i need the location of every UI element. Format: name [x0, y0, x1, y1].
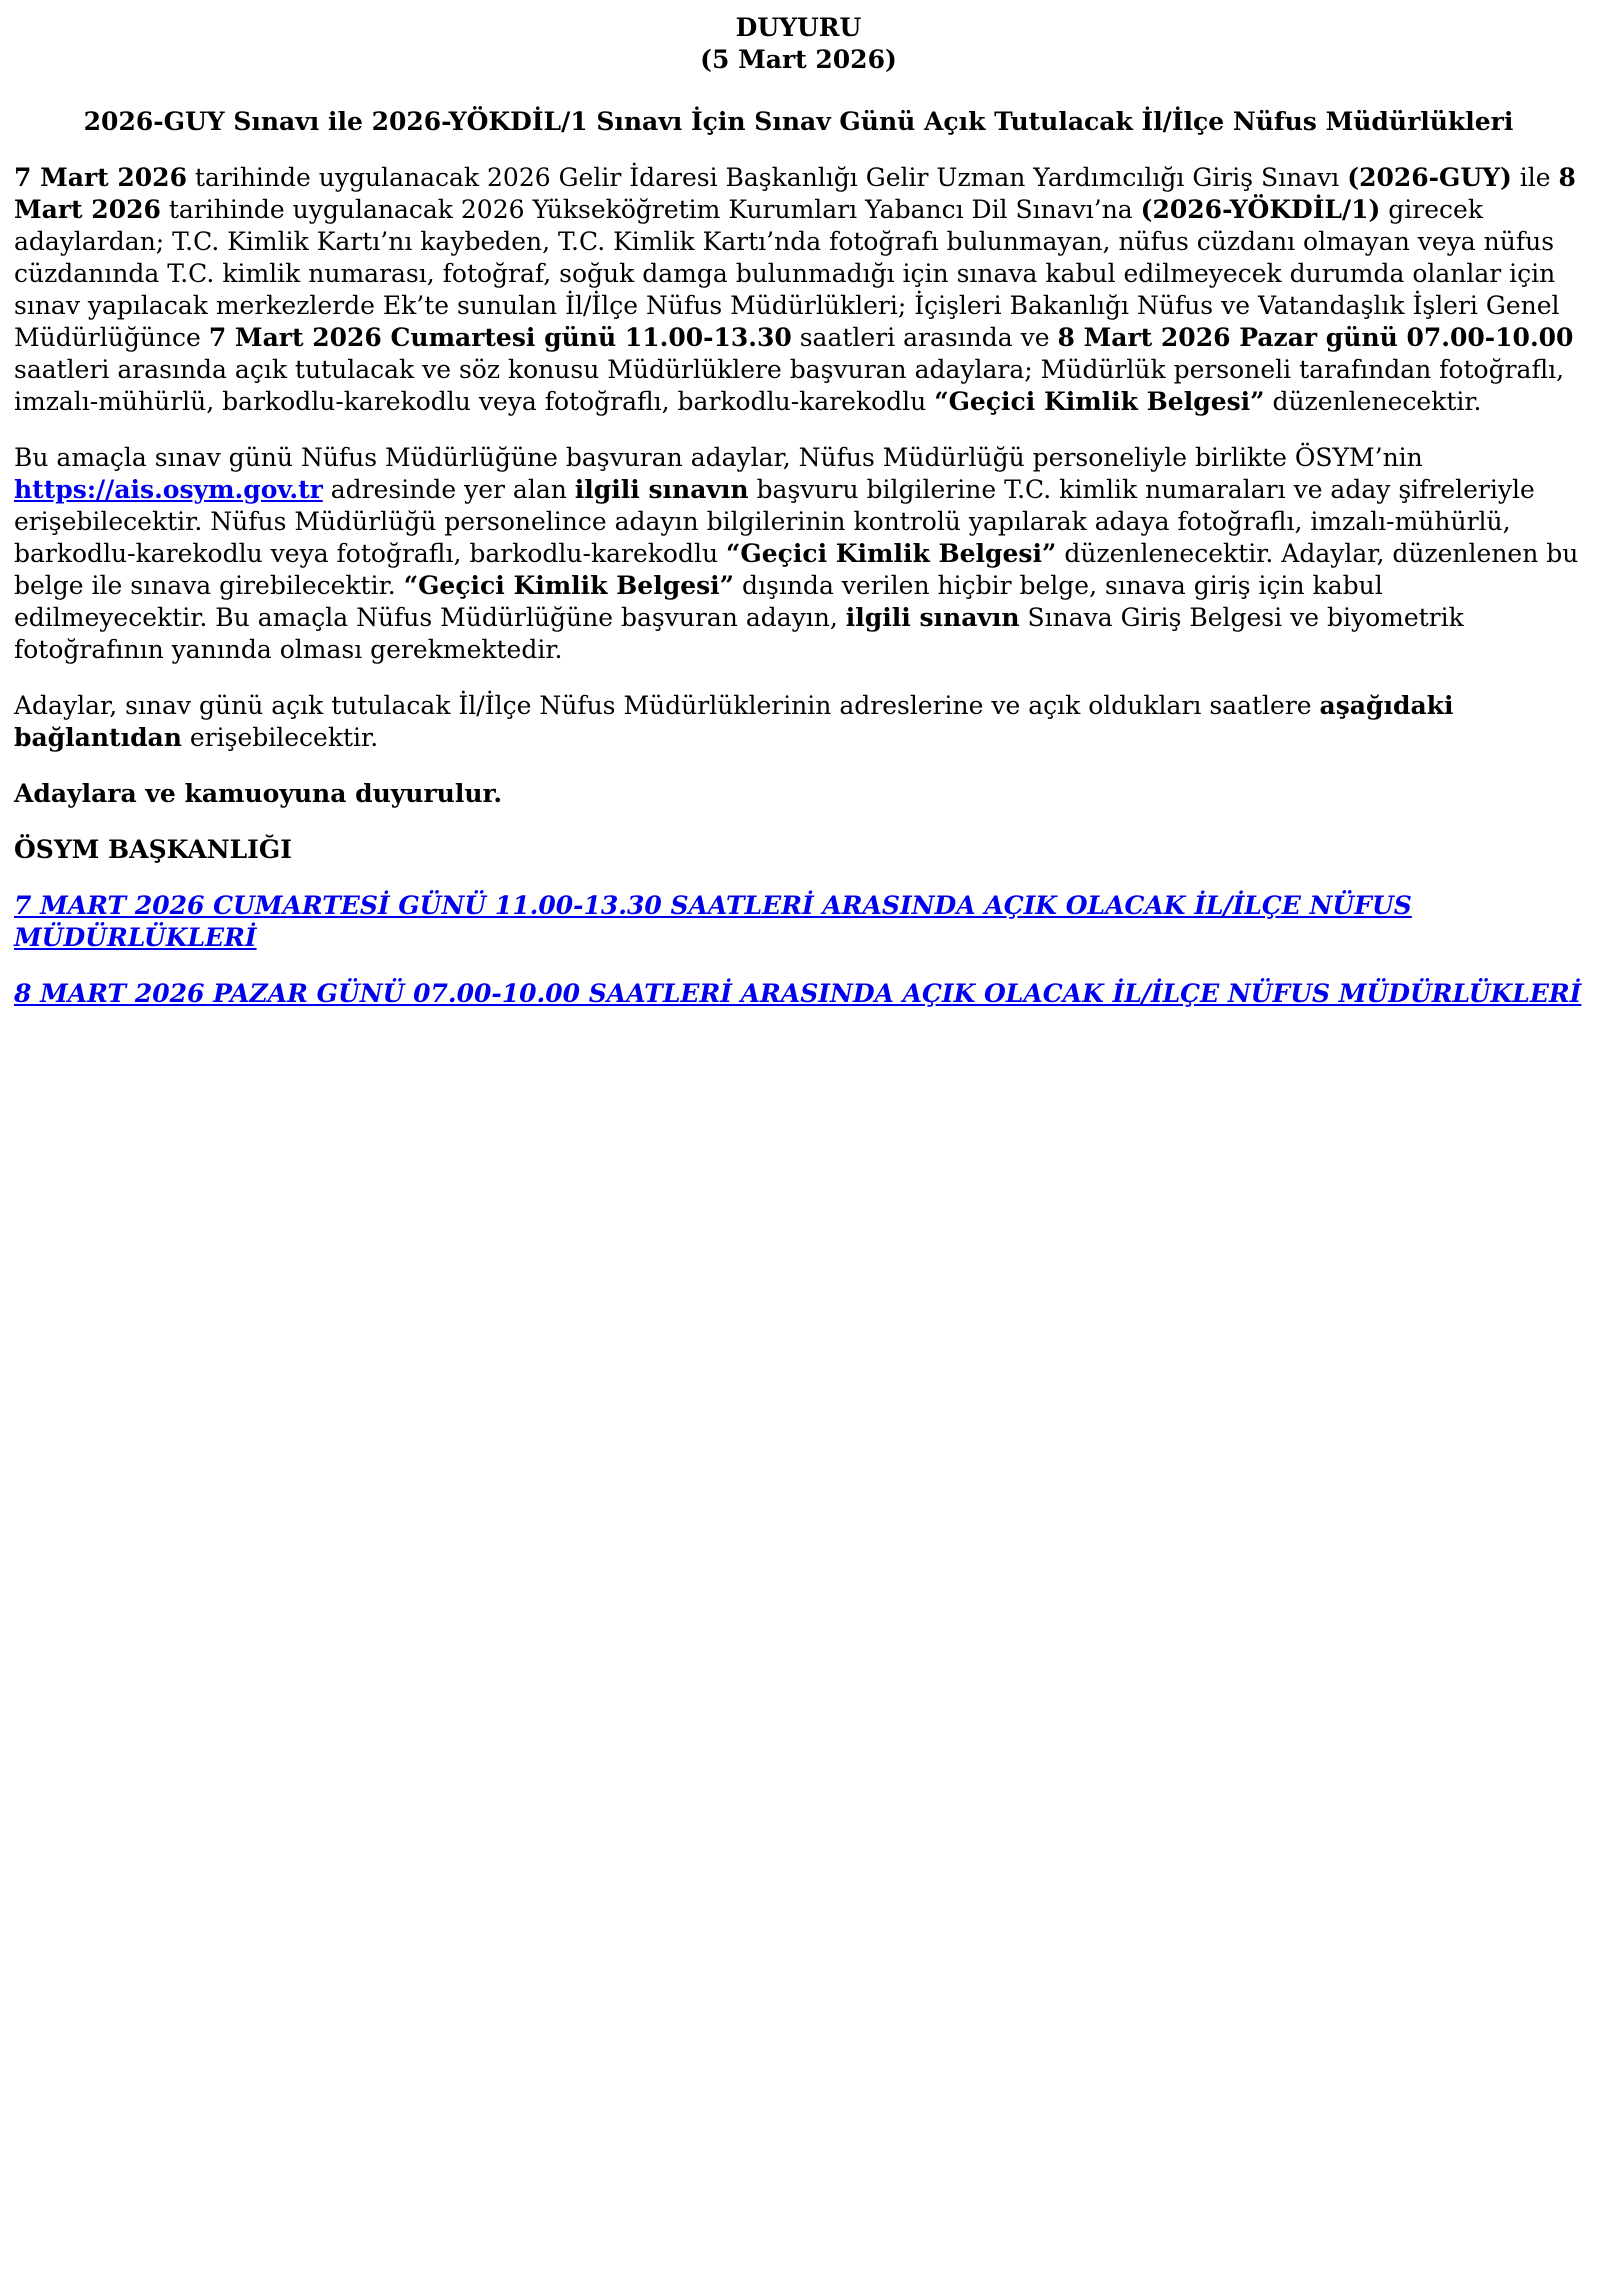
closing-statement: Adaylara ve kamuoyuna duyurulur.: [14, 779, 503, 808]
title-block: [14, 12, 1583, 76]
link-paragraph-saturday: [14, 890, 1583, 954]
exam-date-guy: 7 Mart 2026: [14, 163, 187, 192]
announcement-page: [0, 0, 1597, 1010]
saturday-hours: 7 Mart 2026 Cumartesi günü 11.00-13.30: [208, 323, 792, 352]
paragraph-addresses: Adaylar, sınav günü açık tutulacak İl/İlçe Nüfus Müdürlüklerinin adreslerine ve açık oldukları saatlere aşağıdaki bağlantıdan erişebilecektir.: [14, 691, 1454, 752]
exam-code-guy: (2026-GUY): [1347, 163, 1512, 192]
page-title: DUYURU: [735, 13, 862, 42]
link-paragraph-sunday: [14, 978, 1583, 1010]
exam-code-yokdil: (2026-YÖKDİL/1): [1140, 195, 1381, 224]
ais-link[interactable]: https://ais.osym.gov.tr: [14, 475, 323, 504]
paragraph-exam-dates: 7 Mart 2026 tarihinde uygulanacak 2026 Gelir İdaresi Başkanlığı Gelir Uzman Yardımcılığı Giriş Sınavı (2026-GUY) ile 8 Mart 2026 tarihinde uygulanacak 2026 Yükseköğretim Kurumları Yabancı Dil Sınavı’na (2026-YÖKDİL/1) girecek adaylardan; T.C. Kimlik Kartı’nı kaybeden, T.C. Kimlik Kartı’nda fotoğrafı bulunmayan, nüfus cüzdanı olmayan veya nüfus cüzdanında T.C. kimlik numarası, fotoğraf, soğuk damga bulunmadığı için sınava kabul edilmeyecek durumda olanlar için sınav yapılacak merkezlerde Ek’te sunulan İl/İlçe Nüfus Müdürlükleri; İçişleri Bakanlığı Nüfus ve Vatandaşlık İşleri Genel Müdürlüğünce 7 Mart 2026 Cumartesi günü 11.00-13.30 saatleri arasında ve 8 Mart 2026 Pazar günü 07.00-10.00 saatleri arasında açık tutulacak ve söz konusu Müdürlüklere başvuran adaylara; Müdürlük personeli tarafından fotoğraflı, imzalı-mühürlü, barkodlu-karekodlu veya fotoğraflı, barkodlu-karekodlu “Geçici Kimlik Belgesi” düzenlenecektir.: [14, 163, 1576, 416]
exam-date-yokdil: 8 Mart 2026: [14, 163, 1576, 224]
signature: ÖSYM BAŞKANLIĞI: [14, 835, 292, 864]
temporary-id-term: “Geçici Kimlik Belgesi”: [934, 387, 1265, 416]
saturday-offices-link[interactable]: 7 MART 2026 CUMARTESİ GÜNÜ 11.00-13.30 SAATLERİ ARASINDA AÇIK OLACAK İL/İLÇE NÜFUS MÜDÜRLÜKLERİ: [14, 891, 1412, 952]
sunday-offices-link[interactable]: 8 MART 2026 PAZAR GÜNÜ 07.00-10.00 SAATLERİ ARASINDA AÇIK OLACAK İL/İLÇE NÜFUS MÜDÜRLÜKLERİ: [14, 979, 1582, 1008]
paragraph-procedure: Bu amaçla sınav günü Nüfus Müdürlüğüne başvuran adaylar, Nüfus Müdürlüğü personeliyle birlikte ÖSYM’nin https://ais.osym.gov.tr adresinde yer alan ilgili sınavın başvuru bilgilerine T.C. kimlik numaraları ve aday şifreleriyle erişebilecektir. Nüfus Müdürlüğü personelince adayın bilgilerinin kontrolü yapılarak adaya fotoğraflı, imzalı-mühürlü, barkodlu-karekodlu veya fotoğraflı, barkodlu-karekodlu “Geçici Kimlik Belgesi” düzenlenecektir. Adaylar, düzenlenen bu belge ile sınava girebilecektir. “Geçici Kimlik Belgesi” dışında verilen hiçbir belge, sınava giriş için kabul edilmeyecektir. Bu amaçla Nüfus Müdürlüğüne başvuran adayın, ilgili sınavın Sınava Giriş Belgesi ve biyometrik fotoğrafının yanında olması gerekmektedir.: [14, 443, 1579, 664]
announcement-date: (5 Mart 2026): [700, 45, 897, 74]
announcement-subject: 2026-GUY Sınavı ile 2026-YÖKDİL/1 Sınavı İçin Sınav Günü Açık Tutulacak İl/İlçe Nüfus Müdürlükleri: [83, 107, 1514, 136]
sunday-hours: 8 Mart 2026 Pazar günü 07.00-10.00: [1057, 323, 1574, 352]
